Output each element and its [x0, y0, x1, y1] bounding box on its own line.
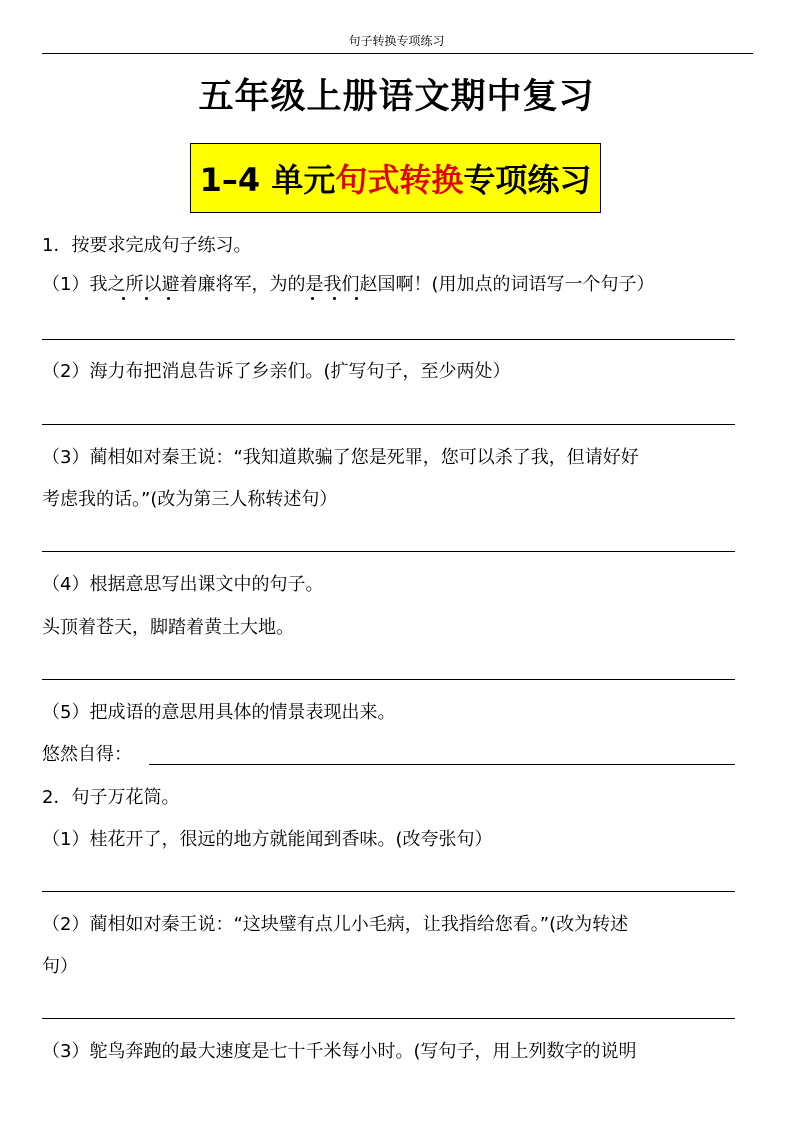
emphasis-dot: [145, 297, 148, 300]
answer-line[interactable]: [42, 891, 735, 892]
running-header: 句子转换专项练习: [348, 34, 445, 48]
section2-heading: 2．句子万花筒。: [42, 787, 180, 808]
answer-line[interactable]: [42, 339, 735, 340]
section1-q5-label: 悠然自得：: [42, 744, 132, 765]
section1-q4-hint: 头顶着苍天，脚踏着黄土大地。: [42, 617, 294, 638]
section1-q3-line1: （3）蔺相如对秦王说：“我知道欺骗了您是死罪，您可以杀了我，但请好好: [42, 447, 639, 468]
answer-line[interactable]: [149, 764, 735, 765]
emphasis-dot: [355, 297, 358, 300]
answer-line[interactable]: [42, 1018, 735, 1019]
answer-line[interactable]: [42, 679, 735, 680]
section1-q1: （1）我之所以避着廉将军，为的是我们赵国啊！(用加点的词语写一个句子）: [42, 274, 655, 295]
section2-q2-line1: （2）蔺相如对秦王说：“这块璧有点儿小毛病，让我指给您看。”(改为转述: [42, 914, 629, 935]
emphasis-dot: [333, 297, 336, 300]
emphasis-dot: [167, 297, 170, 300]
section1-q5: （5）把成语的意思用具体的情景表现出来。: [42, 702, 396, 723]
subtitle-prefix: 1–4 单元: [199, 161, 336, 199]
header-divider: [42, 53, 753, 54]
section2-q3: （3）鸵鸟奔跑的最大速度是七十千米每小时。(写句子，用上列数字的说明: [42, 1041, 637, 1062]
answer-line[interactable]: [42, 424, 735, 425]
emphasis-dot: [122, 297, 125, 300]
section1-q4: （4）根据意思写出课文中的句子。: [42, 574, 324, 595]
page-title: 五年级上册语文期中复习: [198, 77, 595, 117]
answer-line[interactable]: [42, 551, 735, 552]
section2-q2-line2: 句）: [42, 956, 78, 977]
subtitle-banner: [190, 143, 601, 213]
section2-q1: （1）桂花开了，很远的地方就能闻到香味。(改夸张句）: [42, 829, 493, 850]
emphasis-dot: [311, 297, 314, 300]
subtitle-highlight: 句式转换: [335, 161, 464, 199]
section1-q2: （2）海力布把消息告诉了乡亲们。(扩写句子，至少两处）: [42, 361, 511, 382]
section1-heading: 1．按要求完成句子练习。: [42, 235, 252, 256]
section1-q3-line2: 考虑我的话。”(改为第三人称转述句）: [42, 489, 338, 510]
subtitle-suffix: 专项练习: [463, 161, 592, 199]
